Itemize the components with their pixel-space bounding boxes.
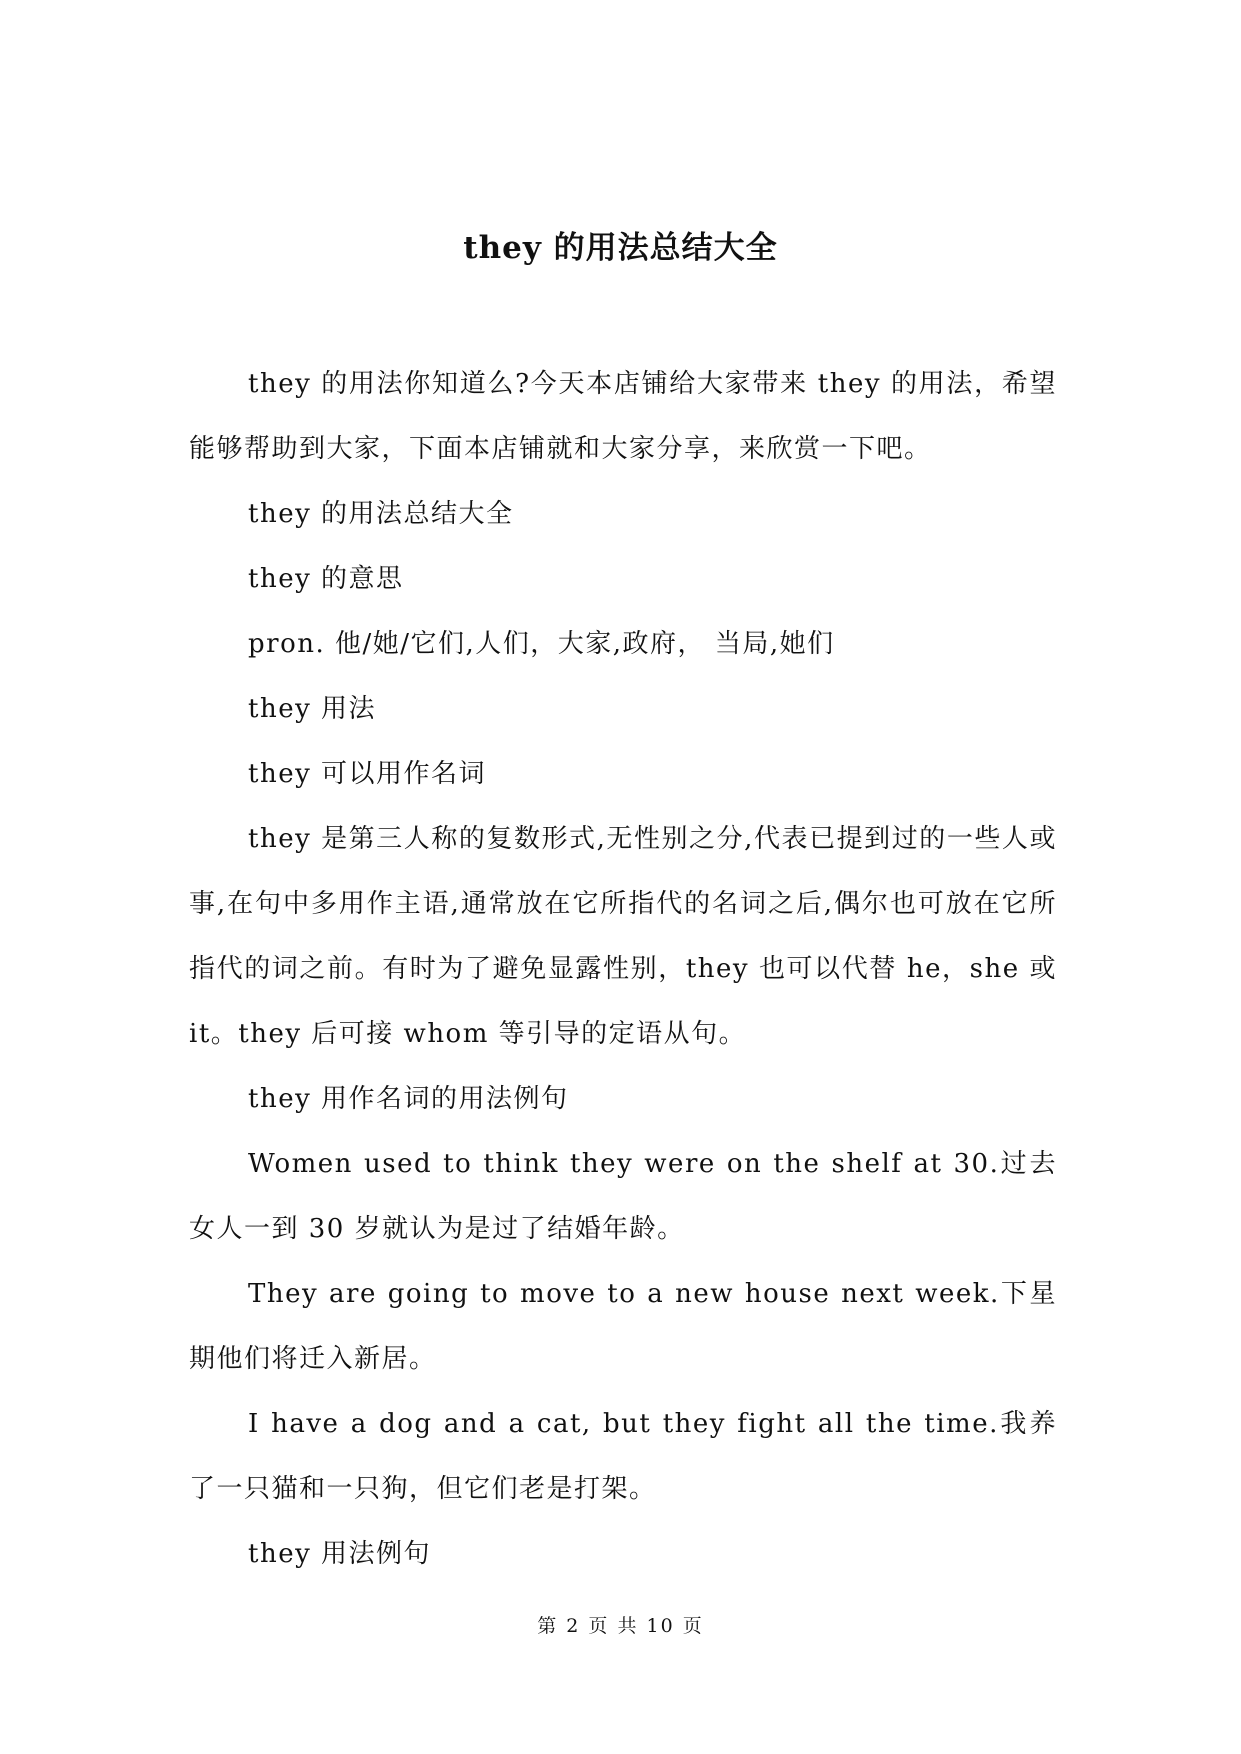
- document-title: they 的用法总结大全: [463, 230, 778, 266]
- paragraph-example-1: Women used to think they were on the shelf at 30.过去女人一到 30 岁就认为是过了结婚年龄。: [189, 1149, 1057, 1244]
- paragraph-example-2: They are going to move to a new house next week.下星期他们将迁入新居。: [189, 1279, 1057, 1374]
- paragraph-heading-noun-examples: they 用作名词的用法例句: [248, 1084, 569, 1114]
- paragraph-example-3: I have a dog and a cat, but they fight all the time.我养了一只猫和一只狗，但它们老是打架。: [189, 1409, 1057, 1504]
- paragraph-heading-usage: they 用法: [248, 694, 377, 724]
- paragraph-heading-examples: they 用法例句: [248, 1539, 432, 1569]
- paragraph-heading-noun: they 可以用作名词: [248, 759, 487, 789]
- paragraph-heading-summary: they 的用法总结大全: [248, 499, 514, 529]
- document-body: [189, 352, 1057, 1587]
- paragraph-intro: they 的用法你知道么?今天本店铺给大家带来 they 的用法，希望能够帮助到大家，下面本店铺就和大家分享，来欣赏一下吧。: [189, 369, 1057, 464]
- paragraph-heading-meaning: they 的意思: [248, 564, 404, 594]
- paragraph-definition: pron. 他/她/它们,人们，大家,政府， 当局,她们: [248, 629, 835, 659]
- page-footer: 第 2 页 共 10 页: [537, 1615, 704, 1637]
- paragraph-usage-explanation: they 是第三人称的复数形式,无性别之分,代表已提到过的一些人或事,在句中多用作主语,通常放在它所指代的名词之后,偶尔也可放在它所指代的词之前。有时为了避免显露性别，they 也可以代替 he，she 或 it。they 后可接 whom 等引导的定语从句。: [189, 824, 1057, 1049]
